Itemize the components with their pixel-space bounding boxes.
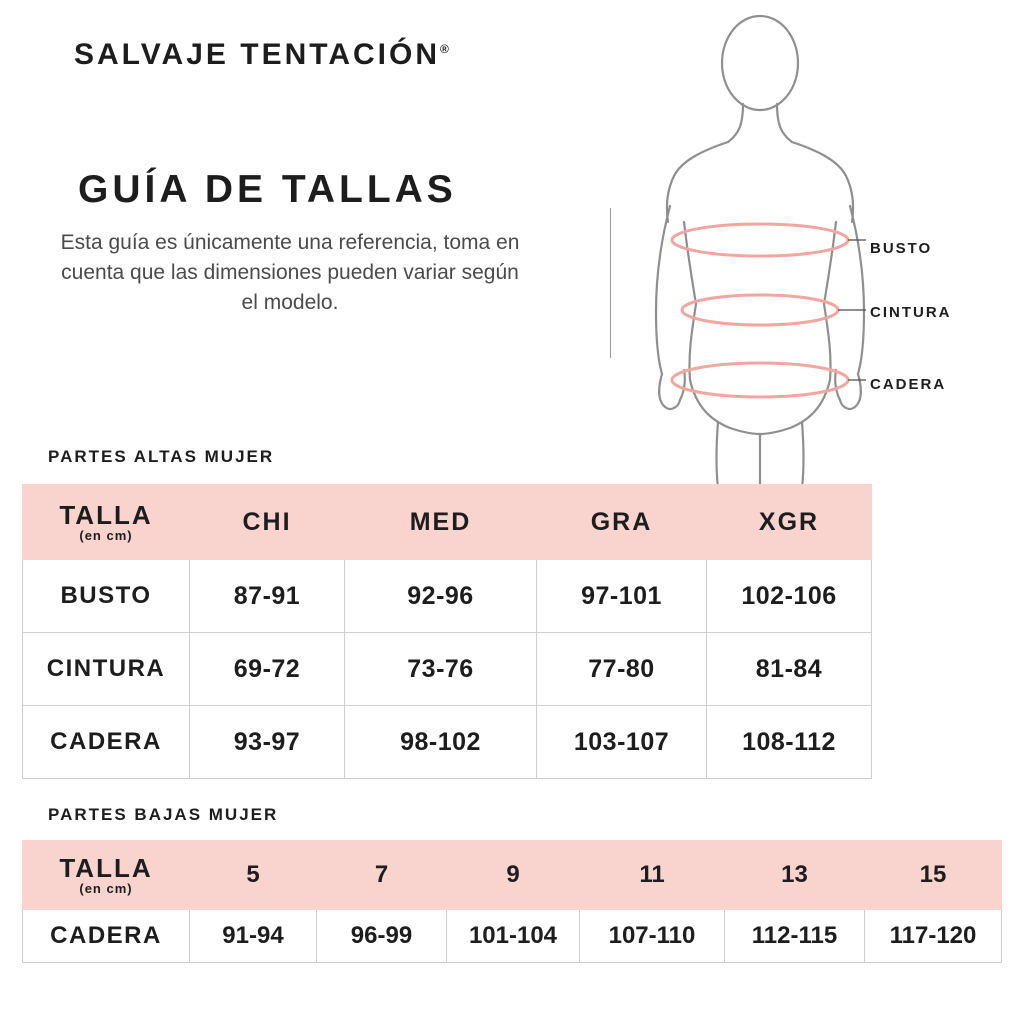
cell-cadera-9: 101-104 — [447, 910, 580, 963]
column-header-11: 11 — [580, 841, 725, 910]
hip-measure-line — [672, 363, 848, 397]
cell-cintura-gra: 77-80 — [537, 633, 707, 706]
cell-cadera-11: 107-110 — [580, 910, 725, 963]
column-header-gra: GRA — [537, 485, 707, 560]
table-corner-cell — [23, 841, 190, 910]
cell-cadera-13: 112-115 — [725, 910, 865, 963]
corner-units: (en cm) — [79, 881, 133, 897]
section-caption-lower: PARTES BAJAS MUJER — [48, 805, 279, 824]
cell-busto-gra: 97-101 — [537, 560, 707, 633]
column-header-5: 5 — [190, 841, 317, 910]
cell-cintura-med: 73-76 — [345, 633, 537, 706]
table-row — [23, 633, 872, 706]
column-header-15: 15 — [865, 841, 1002, 910]
figure-label-hip: CADERA — [870, 376, 947, 393]
row-label-cintura: CINTURA — [23, 633, 190, 706]
cell-cadera-gra: 103-107 — [537, 706, 707, 779]
cell-cadera-xgr: 108-112 — [707, 706, 872, 779]
cell-busto-med: 92-96 — [345, 560, 537, 633]
cell-cadera-7: 96-99 — [317, 910, 447, 963]
table-header-row — [23, 485, 872, 560]
table-row — [23, 706, 872, 779]
column-header-med: MED — [345, 485, 537, 560]
table-row — [23, 910, 1002, 963]
page-title: GUÍA DE TALLAS — [78, 168, 457, 211]
vertical-divider — [610, 208, 611, 358]
bust-measure-line — [672, 224, 848, 256]
cell-cadera-15: 117-120 — [865, 910, 1002, 963]
cell-cadera-med: 98-102 — [345, 706, 537, 779]
row-label-cadera-bajas: CADERA — [23, 910, 190, 963]
table-row — [23, 560, 872, 633]
body-figure — [600, 8, 1020, 488]
female-body-illustration — [600, 8, 1020, 488]
table-corner-cell — [23, 485, 190, 560]
brand-name: SALVAJE TENTACIÓN — [74, 38, 441, 71]
column-header-7: 7 — [317, 841, 447, 910]
cell-cadera-chi: 93-97 — [190, 706, 345, 779]
section-caption-upper: PARTES ALTAS MUJER — [48, 447, 275, 466]
brand-logo — [74, 38, 449, 72]
column-header-chi: CHI — [190, 485, 345, 560]
waist-measure-line — [682, 295, 838, 325]
size-table-lower — [22, 840, 1002, 963]
cell-busto-chi: 87-91 — [190, 560, 345, 633]
page-subtitle: Esta guía es únicamente una referencia, toma en cuenta que las dimensiones pueden variar según el modelo. — [60, 231, 520, 314]
figure-label-bust: BUSTO — [870, 240, 933, 257]
column-header-13: 13 — [725, 841, 865, 910]
cell-busto-xgr: 102-106 — [707, 560, 872, 633]
cell-cadera-5: 91-94 — [190, 910, 317, 963]
row-label-busto: BUSTO — [23, 560, 190, 633]
row-label-cadera: CADERA — [23, 706, 190, 779]
table-header-row — [23, 841, 1002, 910]
corner-units: (en cm) — [79, 528, 133, 544]
size-table-upper — [22, 484, 872, 779]
registered-mark: ® — [440, 42, 449, 56]
corner-label: TALLA — [59, 852, 153, 883]
corner-label: TALLA — [59, 499, 153, 530]
cell-cintura-chi: 69-72 — [190, 633, 345, 706]
cell-cintura-xgr: 81-84 — [707, 633, 872, 706]
column-header-xgr: XGR — [707, 485, 872, 560]
figure-label-waist: CINTURA — [870, 304, 952, 321]
column-header-9: 9 — [447, 841, 580, 910]
